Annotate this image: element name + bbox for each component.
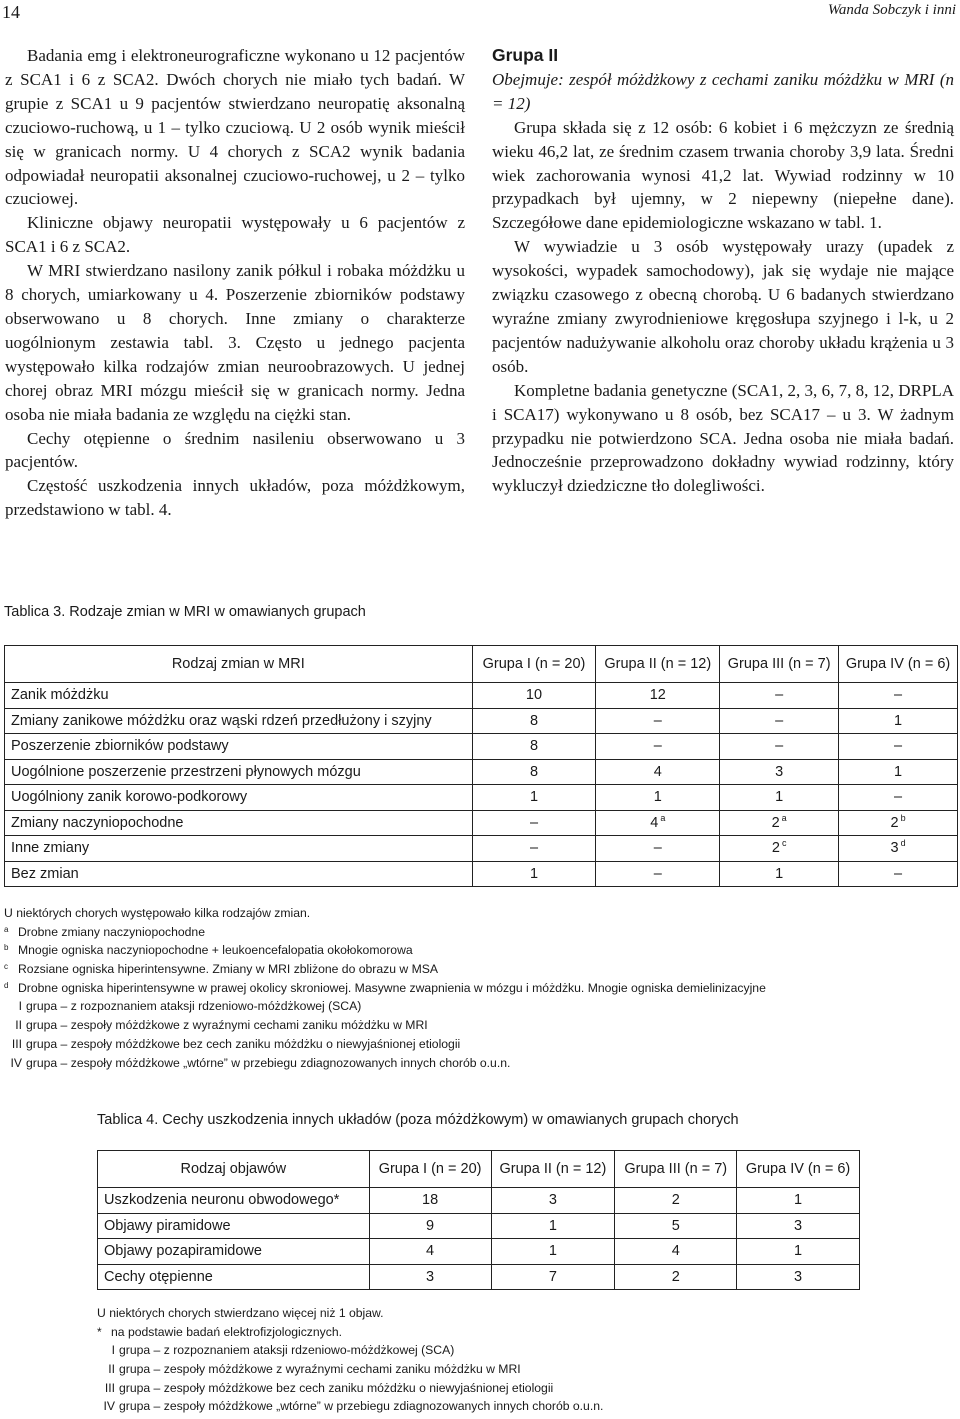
row-label: Zanik móżdżku <box>5 683 473 709</box>
row-label: Inne zmiany <box>5 836 473 862</box>
footnote-mark: a <box>781 812 787 823</box>
table-header-row <box>5 646 958 683</box>
row-label: Bez zmian <box>5 861 473 887</box>
cell-g2 <box>596 836 720 862</box>
cell-value: – <box>775 687 784 704</box>
row-label: Objawy piramidowe <box>98 1213 370 1239</box>
cell-g3 <box>720 861 839 887</box>
table-header-row <box>98 1151 860 1188</box>
table-row <box>5 708 958 734</box>
cell-g1: 18 <box>369 1188 491 1214</box>
cell-g4 <box>839 785 958 811</box>
group-text: grupa – z rozpoznaniem ataksji rdzeniowo-móżdżkowej (SCA) <box>119 1343 455 1358</box>
page-number: 14 <box>2 2 20 22</box>
cell-value: – <box>653 840 662 857</box>
table3 <box>4 645 958 887</box>
group-legend <box>91 1360 603 1379</box>
paragraph: Badania emg i elektroneurograficzne wykonano u 12 pacjentów z SCA1 i 6 z SCA2. Dwóch chorych nie miało tych badań. W grupie z SCA1 u 9 pacjentów stwierdzano neuropatię aksonalną czuciowo-ruchową, u 1 – tylko czuciową. U 2 osób wynik mieścił się w granicach normy. U 4 chorych z SCA2 wynik badania odpowiadał neuropatii aksonalnej czuciowo-ruchowej, u 2 – tylko czuciowej. <box>5 46 465 209</box>
column-header: Grupa IV (n = 6) <box>737 1151 860 1188</box>
footnote-text: Rozsiane ogniska hiperintensywne. Zmiany w MRI zbliżone do obrazu w MSA <box>18 962 438 977</box>
cell-g4 <box>839 683 958 709</box>
footnote-mark: a <box>660 812 666 823</box>
cell-g2 <box>596 708 720 734</box>
cell-g3 <box>720 683 839 709</box>
cell-g1 <box>472 708 596 734</box>
cell-g1 <box>472 759 596 785</box>
table-row <box>5 734 958 760</box>
paragraph: Cechy otępienne o średnim nasileniu obserwowano u 3 pacjentów. <box>5 428 465 472</box>
right-column <box>492 44 954 498</box>
cell-value: 8 <box>529 712 539 729</box>
section-subheading: Obejmuje: zespół móżdżkowy z cechami zaniku móżdżku w MRI (n = 12) <box>492 69 954 113</box>
table-row <box>5 759 958 785</box>
cell-value: 3 <box>890 840 899 857</box>
footnote-text: Drobne zmiany naczyniopochodne <box>18 924 205 939</box>
footnote <box>97 1323 603 1342</box>
cell-g4 <box>839 810 958 836</box>
table-row <box>5 810 958 836</box>
group-legend <box>0 1016 766 1035</box>
table-row <box>5 861 958 887</box>
cell-g1 <box>472 861 596 887</box>
group-legend <box>0 997 766 1016</box>
cell-g2: 1 <box>491 1239 615 1265</box>
cell-value: 1 <box>529 789 539 806</box>
table3-caption: Tablica 3. Rodzaje zmian w MRI w omawianych grupach <box>4 604 366 620</box>
group-numeral: IV <box>103 1399 115 1414</box>
cell-g4 <box>839 759 958 785</box>
cell-g2 <box>596 734 720 760</box>
cell-value: – <box>894 865 903 882</box>
running-head: Wanda Sobczyk i inni <box>827 2 956 18</box>
footnote-text: Mnogie ogniska naczyniopochodne + leukoencefalopatia okołokomorowa <box>18 943 413 958</box>
cell-g4: 1 <box>737 1188 860 1214</box>
cell-value: – <box>894 789 903 806</box>
group-numeral: III <box>11 1036 22 1051</box>
group-numeral: I <box>18 999 22 1014</box>
footnote <box>97 1304 603 1323</box>
table-row <box>5 836 958 862</box>
column-header: Grupa I (n = 20) <box>472 646 596 683</box>
footnote-mark: b <box>900 812 906 823</box>
cell-g4 <box>839 861 958 887</box>
footnote-mark: d <box>4 980 9 990</box>
cell-g4 <box>839 734 958 760</box>
cell-value: 1 <box>529 865 539 882</box>
table4-notes <box>97 1304 603 1416</box>
cell-value: 2 <box>771 840 780 857</box>
left-column <box>5 44 465 522</box>
cell-value: – <box>894 738 903 755</box>
footnote-mark: b <box>4 943 9 953</box>
cell-g3 <box>720 759 839 785</box>
table-row <box>5 785 958 811</box>
row-label: Uogólnione poszerzenie przestrzeni płynowych mózgu <box>5 759 473 785</box>
cell-g4: 3 <box>737 1264 860 1290</box>
row-label: Zmiany naczyniopochodne <box>5 810 473 836</box>
paragraph: W wywiadzie u 3 osób występowały urazy (upadek z wysokości, wypadek samochodowy), jak się wydaje nie mające związku czasowego z obecną chorobą. U 6 badanych stwierdzano wyraźne zmiany zwyrodnieniowe kręgosłupa szyjnego i l-k, u 2 pacjentów nadużywanie alkoholu oraz choroby układu krążenia u 3 osób. <box>492 237 954 376</box>
group-numeral: II <box>108 1362 115 1377</box>
cell-value: 4 <box>653 763 662 780</box>
row-label: Objawy pozapiramidowe <box>98 1239 370 1265</box>
footnote-mark: a <box>4 924 9 934</box>
cell-g3 <box>720 734 839 760</box>
cell-value: 3 <box>775 763 784 780</box>
cell-g2: 3 <box>491 1188 615 1214</box>
cell-value: 1 <box>653 789 662 806</box>
group-text: grupa – zespoły móżdżkowe bez cech zaniku móżdżku o niewyjaśnionej etiologii <box>26 1036 461 1051</box>
cell-value: 2 <box>890 814 899 831</box>
group-text: grupa – zespoły móżdżkowe „wtórne” w przebiegu zdiagnozowanych innych chorób o.u.n. <box>26 1055 511 1070</box>
column-header: Grupa III (n = 7) <box>720 646 839 683</box>
cell-value: 1 <box>894 763 903 780</box>
cell-g3 <box>720 708 839 734</box>
cell-g3: 4 <box>615 1239 737 1265</box>
group-text: grupa – zespoły móżdżkowe bez cech zaniku móżdżku o niewyjaśnionej etiologii <box>119 1380 554 1395</box>
group-text: grupa – z rozpoznaniem ataksji rdzeniowo-móżdżkowej (SCA) <box>26 999 362 1014</box>
cell-g4: 3 <box>737 1213 860 1239</box>
cell-value: 12 <box>649 687 666 704</box>
column-header: Grupa II (n = 12) <box>596 646 720 683</box>
group-legend <box>0 1054 766 1073</box>
cell-value: – <box>653 738 662 755</box>
group-numeral: I <box>111 1343 115 1358</box>
cell-g3: 5 <box>615 1213 737 1239</box>
cell-g2 <box>596 683 720 709</box>
cell-g2: 1 <box>491 1213 615 1239</box>
cell-value: – <box>894 687 903 704</box>
row-label: Uszkodzenia neuronu obwodowego* <box>98 1188 370 1214</box>
cell-g2 <box>596 759 720 785</box>
cell-value: 1 <box>775 865 784 882</box>
footnote-text: U niektórych chorych występowało kilka rodzajów zmian. <box>4 906 311 920</box>
cell-g1 <box>472 683 596 709</box>
group-numeral: III <box>104 1380 115 1395</box>
group-legend <box>0 1035 766 1054</box>
cell-value: 1 <box>775 789 784 806</box>
table-row <box>98 1188 860 1214</box>
footnote-text: U niektórych chorych stwierdzano więcej niż 1 objaw. <box>97 1306 384 1320</box>
table-row <box>98 1213 860 1239</box>
row-label: Poszerzenie zbiorników podstawy <box>5 734 473 760</box>
table-row <box>98 1239 860 1265</box>
cell-g2: 7 <box>491 1264 615 1290</box>
cell-value: – <box>653 865 662 882</box>
cell-value: – <box>653 712 662 729</box>
group-text: grupa – zespoły móżdżkowe z wyraźnymi cechami zaniku móżdżku w MRI <box>26 1018 428 1033</box>
cell-g3 <box>720 785 839 811</box>
group-text: grupa – zespoły móżdżkowe „wtórne” w przebiegu zdiagnozowanych innych chorób o.u.n. <box>119 1399 604 1414</box>
cell-value: 8 <box>529 763 539 780</box>
paragraph: Kliniczne objawy neuropatii występowały u 6 pacjentów z SCA1 i 6 z SCA2. <box>5 213 465 257</box>
footnote <box>4 979 766 998</box>
footnote <box>4 904 766 923</box>
column-header: Grupa III (n = 7) <box>615 1151 737 1188</box>
footnote <box>4 941 766 960</box>
cell-g4 <box>839 708 958 734</box>
group-legend <box>91 1379 603 1398</box>
row-label: Cechy otępienne <box>98 1264 370 1290</box>
column-header: Rodzaj zmian w MRI <box>5 646 473 683</box>
paragraph: Kompletne badania genetyczne (SCA1, 2, 3, 6, 7, 8, 12, DRPLA i SCA17) wykonywano u 8 osób, bez SCA17 – u 3. W żadnym przypadku nie potwierdzono SCA. Jedna osoba nie miała badań. Jednocześnie przeprowadzono dokładny wywiad rodzinny, który wykluczył dziedziczne tło dolegliwości. <box>492 380 954 496</box>
section-heading: Grupa II <box>492 45 559 65</box>
paragraph: Częstość uszkodzenia innych układów, poza móżdżkowym, przedstawiono w tabl. 4. <box>5 476 465 520</box>
cell-g1: 9 <box>369 1213 491 1239</box>
cell-value: 2 <box>771 814 780 831</box>
cell-g2 <box>596 785 720 811</box>
column-header: Rodzaj objawów <box>98 1151 370 1188</box>
cell-g1 <box>472 810 596 836</box>
paragraph: Grupa składa się z 12 osób: 6 kobiet i 6 mężczyzn ze średnią wieku 46,2 lat, ze średnim czasem trwania choroby 3,9 lata. Średni wiek zachorowania wynosi 41,2 lat. Wywiad rodzinny w 10 przypadkach był ujemny, w 2 niepewny (niepełne dane). Szczegółowe dane epidemiologiczne wskazano w tabl. 1. <box>492 117 954 233</box>
cell-g3 <box>720 836 839 862</box>
footnote-text: na podstawie badań elektrofizjologicznych. <box>111 1324 343 1339</box>
footnote <box>4 960 766 979</box>
paragraph: W MRI stwierdzano nasilony zanik półkul i robaka móżdżku u 8 chorych, umiarkowany u 4. Poszerzenie zbiorników podstawy obserwowano u 8 chorych. Inne zmiany o charakterze uogólnionym zestawia tabl. 3. Często u jednego pacjenta występowało kilka rodzajów zmian neuroobrazowych. U jednej chorej obraz MRI mózgu mieścił się w granicach normy. Jedna osoba nie miała badania ze względu na ciężki stan. <box>5 261 465 424</box>
cell-g4: 1 <box>737 1239 860 1265</box>
cell-value: – <box>775 738 784 755</box>
group-legend <box>91 1341 603 1360</box>
footnote <box>4 923 766 942</box>
cell-value: 4 <box>650 814 659 831</box>
cell-value: – <box>775 712 784 729</box>
table3-notes <box>4 904 766 1072</box>
cell-value: – <box>529 814 539 831</box>
cell-g4 <box>839 836 958 862</box>
cell-g1: 4 <box>369 1239 491 1265</box>
group-legend <box>91 1397 603 1416</box>
column-header: Grupa II (n = 12) <box>491 1151 615 1188</box>
row-label: Zmiany zanikowe móżdżku oraz wąski rdzeń przedłużony i szyjny <box>5 708 473 734</box>
row-label: Uogólniony zanik korowo-podkorowy <box>5 785 473 811</box>
footnote-mark: d <box>900 838 906 849</box>
table4 <box>97 1150 860 1290</box>
group-numeral: II <box>15 1018 22 1033</box>
cell-value: 8 <box>529 738 539 755</box>
cell-g1 <box>472 734 596 760</box>
footnote-mark: c <box>4 962 8 972</box>
cell-g1 <box>472 785 596 811</box>
cell-g1 <box>472 836 596 862</box>
cell-value: – <box>529 840 539 857</box>
cell-g3 <box>720 810 839 836</box>
group-text: grupa – zespoły móżdżkowe z wyraźnymi cechami zaniku móżdżku w MRI <box>119 1362 521 1377</box>
column-header: Grupa IV (n = 6) <box>839 646 958 683</box>
footnote-text: Drobne ogniska hiperintensywne w prawej okolicy skroniowej. Masywne zwapnienia w mózgu i móżdżku. Mnogie ogniska demielinizacyjne <box>18 980 766 995</box>
cell-g2 <box>596 810 720 836</box>
cell-value: 1 <box>894 712 903 729</box>
table-row <box>5 683 958 709</box>
cell-g3: 2 <box>615 1188 737 1214</box>
table4-caption: Tablica 4. Cechy uszkodzenia innych układów (poza móżdżkowym) w omawianych grupach chorych <box>97 1112 739 1128</box>
group-numeral: IV <box>10 1055 22 1070</box>
cell-value: 10 <box>525 687 543 704</box>
footnote-mark: * <box>97 1324 102 1339</box>
footnote-mark: c <box>781 838 787 849</box>
cell-g3: 2 <box>615 1264 737 1290</box>
cell-g1: 3 <box>369 1264 491 1290</box>
table-row <box>98 1264 860 1290</box>
column-header: Grupa I (n = 20) <box>369 1151 491 1188</box>
cell-g2 <box>596 861 720 887</box>
